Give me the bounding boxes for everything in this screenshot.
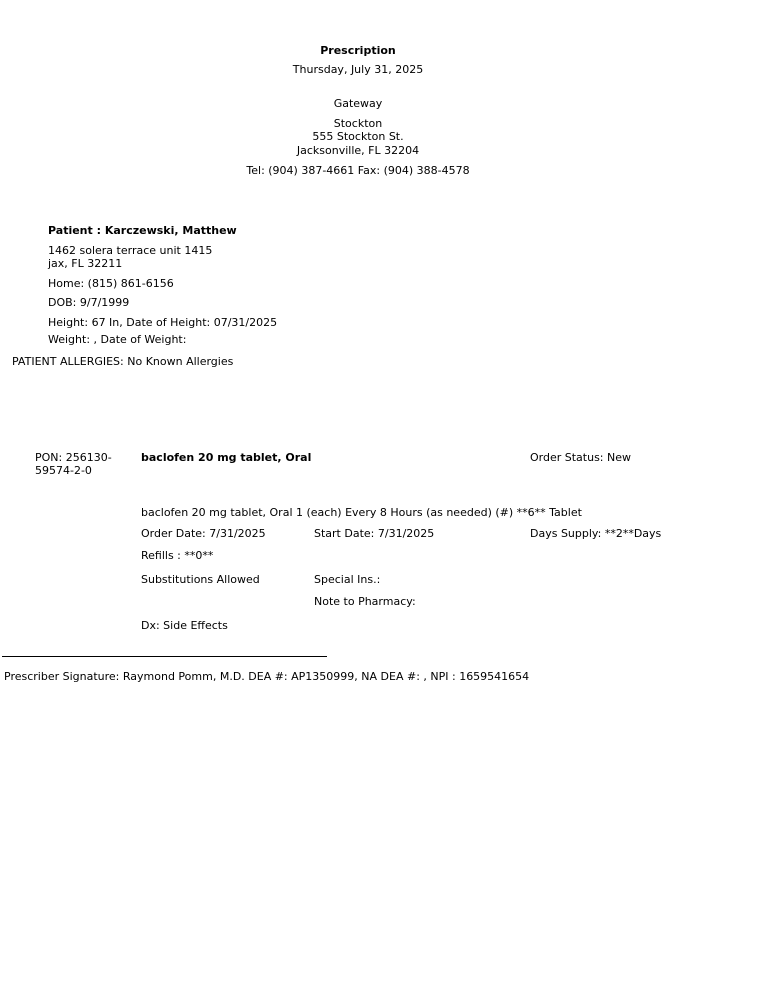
pharmacy-name: Gateway bbox=[333, 97, 383, 110]
pharmacy-city-state-zip: Jacksonville, FL 32204 bbox=[296, 144, 420, 157]
prescription-date: Thursday, July 31, 2025 bbox=[292, 63, 424, 76]
substitutions: Substitutions Allowed bbox=[141, 573, 260, 586]
pharmacy-street: 555 Stockton St. bbox=[312, 130, 404, 143]
patient-dob: DOB: 9/7/1999 bbox=[48, 296, 130, 309]
order-date: Order Date: 7/31/2025 bbox=[141, 527, 266, 540]
patient-allergies: PATIENT ALLERGIES: No Known Allergies bbox=[12, 355, 234, 368]
patient-home-phone: Home: (815) 861-6156 bbox=[48, 277, 174, 290]
note-to-pharmacy: Note to Pharmacy: bbox=[314, 595, 416, 608]
signature-line bbox=[2, 656, 327, 657]
order-status: Order Status: New bbox=[530, 451, 632, 464]
document-title: Prescription bbox=[320, 44, 396, 57]
special-instructions: Special Ins.: bbox=[314, 573, 381, 586]
drug-name: baclofen 20 mg tablet, Oral bbox=[141, 451, 312, 464]
patient-height: Height: 67 In, Date of Height: 07/31/2025 bbox=[48, 316, 278, 329]
patient-name: Patient : Karczewski, Matthew bbox=[48, 224, 237, 237]
days-supply: Days Supply: **2**Days bbox=[530, 527, 662, 540]
pharmacy-location: Stockton bbox=[333, 117, 383, 130]
pharmacy-phones: Tel: (904) 387-4661 Fax: (904) 388-4578 bbox=[246, 164, 470, 177]
sig-text: baclofen 20 mg tablet, Oral 1 (each) Every 8 Hours (as needed) (#) **6** Tablet bbox=[141, 506, 582, 519]
refills: Refills : **0** bbox=[141, 549, 214, 562]
pon-line1: PON: 256130- bbox=[35, 451, 112, 464]
patient-weight: Weight: , Date of Weight: bbox=[48, 333, 187, 346]
diagnosis: Dx: Side Effects bbox=[141, 619, 228, 632]
prescriber-signature: Prescriber Signature: Raymond Pomm, M.D. DEA #: AP1350999, NA DEA #: , NPI : 1659541654 bbox=[4, 670, 530, 683]
pon-line2: 59574-2-0 bbox=[35, 464, 92, 477]
patient-address-line1: 1462 solera terrace unit 1415 bbox=[48, 244, 213, 257]
patient-address-line2: jax, FL 32211 bbox=[48, 257, 123, 270]
start-date: Start Date: 7/31/2025 bbox=[314, 527, 435, 540]
